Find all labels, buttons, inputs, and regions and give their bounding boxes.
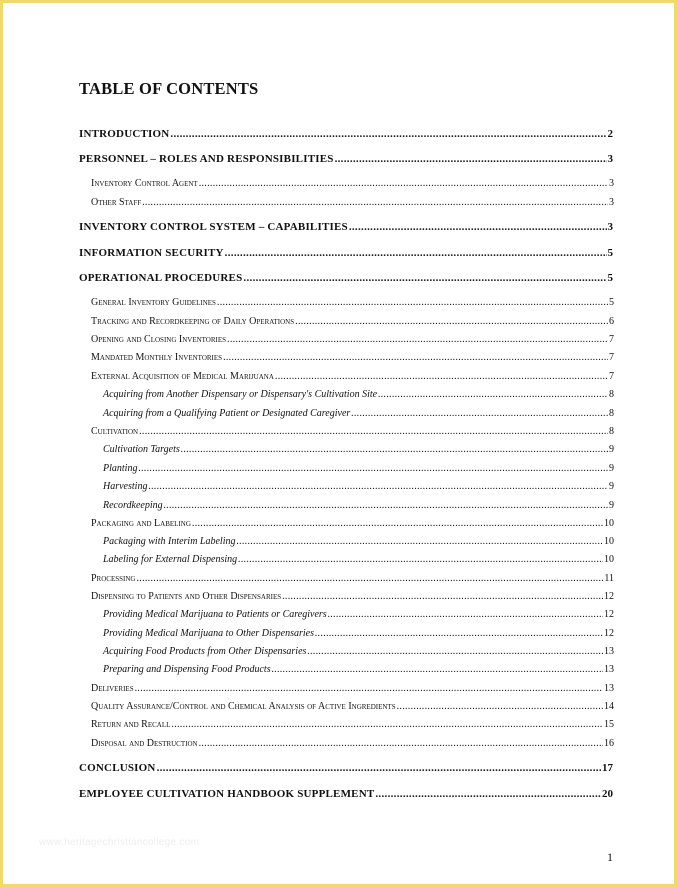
toc-entry-page: 10 bbox=[604, 536, 614, 547]
toc-entry-label: Quality Assurance/Control and Chemical Analysis of Active Ingredients bbox=[91, 701, 396, 712]
toc-entry-page: 15 bbox=[604, 719, 614, 730]
toc-entry bbox=[103, 553, 614, 567]
toc-entry-page: 3 bbox=[607, 153, 613, 165]
toc-entry-label: Acquiring from Another Dispensary or Dispensary's Cultivation Site bbox=[103, 389, 378, 400]
toc-leader-dots bbox=[237, 535, 604, 549]
toc-entry-page: 2 bbox=[607, 128, 613, 140]
toc-entry-label: Packaging with Interim Labeling bbox=[103, 536, 236, 547]
toc-leader-dots bbox=[148, 480, 608, 494]
toc-entry-page: 12 bbox=[604, 628, 614, 639]
toc-entry-page: 6 bbox=[609, 316, 614, 327]
toc-entry-label: Dispensing to Patients and Other Dispensaries bbox=[91, 591, 282, 602]
toc-entry-label: OPERATIONAL PROCEDURES bbox=[79, 272, 243, 284]
toc-entry-label: Deliveries bbox=[91, 683, 134, 694]
toc-entry-label: Providing Medical Marijuana to Patients or Caregivers bbox=[103, 609, 327, 620]
toc-entry-page: 8 bbox=[609, 389, 614, 400]
toc-entry-label: Other Staff bbox=[91, 197, 142, 208]
toc-entry-label: Processing bbox=[91, 573, 136, 584]
toc-entry-page: 3 bbox=[609, 197, 614, 208]
toc-entry-page: 9 bbox=[609, 500, 614, 511]
toc-entry bbox=[103, 388, 614, 402]
toc-entry-label: Mandated Monthly Inventories bbox=[91, 352, 223, 363]
toc-entry-page: 9 bbox=[609, 444, 614, 455]
toc-entry bbox=[103, 608, 614, 622]
toc-entry bbox=[91, 425, 614, 439]
toc-leader-dots bbox=[328, 608, 603, 622]
toc-entry-label: General Inventory Guidelines bbox=[91, 297, 216, 308]
toc-entry bbox=[103, 627, 614, 641]
toc-entry-label: PERSONNEL – ROLES AND RESPONSIBILITIES bbox=[79, 153, 334, 165]
toc-entry-page: 5 bbox=[609, 297, 614, 308]
toc-entry-label: Recordkeeping bbox=[103, 500, 163, 511]
toc-leader-dots bbox=[275, 370, 608, 384]
toc-entry-label: Preparing and Dispensing Food Products bbox=[103, 664, 271, 675]
toc-entry-label: Cultivation bbox=[91, 426, 139, 437]
toc-entry bbox=[79, 761, 613, 775]
toc-leader-dots bbox=[199, 737, 603, 751]
toc-leader-dots bbox=[171, 718, 603, 732]
toc-entry-page: 13 bbox=[604, 664, 614, 675]
toc-leader-dots bbox=[243, 271, 606, 285]
toc-leader-dots bbox=[375, 787, 601, 801]
toc-leader-dots bbox=[397, 700, 603, 714]
toc-entry-label: INTRODUCTION bbox=[79, 128, 170, 140]
toc-entry-page: 9 bbox=[609, 463, 614, 474]
toc-entry bbox=[79, 220, 613, 234]
toc-entry bbox=[91, 351, 614, 365]
toc-entry-page: 12 bbox=[604, 591, 614, 602]
document-page bbox=[3, 3, 674, 884]
toc-entry bbox=[91, 682, 614, 696]
toc-entry-label: Harvesting bbox=[103, 481, 148, 492]
toc-entry-page: 12 bbox=[604, 609, 614, 620]
toc-entry-page: 3 bbox=[607, 221, 613, 233]
toc-leader-dots bbox=[295, 315, 608, 329]
toc-entry-label: Inventory Control Agent bbox=[91, 178, 198, 189]
toc-entry bbox=[91, 737, 614, 751]
toc-leader-dots bbox=[181, 443, 608, 457]
toc-entry-label: Planting bbox=[103, 463, 138, 474]
toc-leader-dots bbox=[157, 761, 601, 775]
toc-entry-page: 5 bbox=[607, 272, 613, 284]
toc-entry bbox=[79, 787, 613, 801]
toc-entry bbox=[91, 718, 614, 732]
toc-entry-page: 10 bbox=[604, 518, 614, 529]
toc-leader-dots bbox=[139, 425, 608, 439]
toc-entry-label: Return and Recall bbox=[91, 719, 171, 730]
toc-entry-page: 7 bbox=[609, 334, 614, 345]
toc-entry-page: 13 bbox=[604, 646, 614, 657]
toc-entry bbox=[91, 700, 614, 714]
toc-leader-dots bbox=[315, 627, 603, 641]
toc-leader-dots bbox=[307, 645, 603, 659]
toc-entry-label: CONCLUSION bbox=[79, 762, 156, 774]
toc-leader-dots bbox=[223, 351, 608, 365]
toc-entry-page: 17 bbox=[602, 762, 613, 774]
toc-entry-page: 20 bbox=[602, 788, 613, 800]
toc-entry-page: 13 bbox=[604, 683, 614, 694]
toc-leader-dots bbox=[138, 462, 608, 476]
toc-entry bbox=[103, 535, 614, 549]
toc-entry-label: Providing Medical Marijuana to Other Dispensaries bbox=[103, 628, 314, 639]
toc-leader-dots bbox=[136, 572, 603, 586]
toc-entry-label: EMPLOYEE CULTIVATION HANDBOOK SUPPLEMENT bbox=[79, 788, 375, 800]
toc-leader-dots bbox=[135, 682, 603, 696]
toc-entry-label: Acquiring from a Qualifying Patient or Designated Caregiver bbox=[103, 408, 351, 419]
toc-leader-dots bbox=[217, 296, 608, 310]
toc-entry bbox=[103, 407, 614, 421]
toc-entry-page: 3 bbox=[609, 178, 614, 189]
toc-entry-page: 9 bbox=[609, 481, 614, 492]
toc-entry-page: 14 bbox=[604, 701, 614, 712]
toc-entry bbox=[103, 663, 614, 677]
toc-entry-label: External Acquisition of Medical Marijuana bbox=[91, 371, 274, 382]
toc-entry bbox=[91, 196, 614, 210]
toc-leader-dots bbox=[351, 407, 608, 421]
toc-entry bbox=[91, 370, 614, 384]
toc-entry-label: Disposal and Destruction bbox=[91, 738, 198, 749]
toc-entry-page: 11 bbox=[604, 573, 614, 584]
toc-entry bbox=[91, 517, 614, 531]
toc-entry bbox=[103, 645, 614, 659]
toc-leader-dots bbox=[164, 499, 608, 513]
toc-leader-dots bbox=[170, 127, 606, 141]
toc-entry bbox=[91, 296, 614, 310]
toc-leader-dots bbox=[272, 663, 603, 677]
toc-entry-page: 5 bbox=[607, 247, 613, 259]
toc-entry-label: Cultivation Targets bbox=[103, 444, 180, 455]
toc-leader-dots bbox=[227, 333, 608, 347]
page-number: 1 bbox=[607, 850, 613, 864]
toc-leader-dots bbox=[142, 196, 608, 210]
toc-entry-label: INVENTORY CONTROL SYSTEM – CAPABILITIES bbox=[79, 221, 348, 233]
toc-entry-label: Acquiring Food Products from Other Dispensaries bbox=[103, 646, 307, 657]
toc-entry-page: 7 bbox=[609, 352, 614, 363]
toc-entry-label: Opening and Closing Inventories bbox=[91, 334, 227, 345]
toc-leader-dots bbox=[199, 177, 608, 191]
watermark-text: www.heritagechristiancollege.com bbox=[39, 837, 200, 848]
toc-entry-page: 10 bbox=[604, 554, 614, 565]
toc-entry bbox=[103, 443, 614, 457]
toc-entry bbox=[91, 590, 614, 604]
toc-entry-label: INFORMATION SECURITY bbox=[79, 247, 224, 259]
toc-entry-page: 8 bbox=[609, 426, 614, 437]
toc-leader-dots bbox=[238, 553, 603, 567]
toc-entry bbox=[79, 271, 613, 285]
toc-leader-dots bbox=[335, 152, 607, 166]
toc-entry-page: 7 bbox=[609, 371, 614, 382]
toc-entry bbox=[91, 572, 614, 586]
toc-entry bbox=[91, 315, 614, 329]
toc-entry bbox=[91, 177, 614, 191]
toc-entry-label: Packaging and Labeling bbox=[91, 518, 191, 529]
toc-entry-label: Tracking and Recordkeeping of Daily Operations bbox=[91, 316, 295, 327]
toc-entry-page: 8 bbox=[609, 408, 614, 419]
toc-leader-dots bbox=[225, 246, 607, 260]
toc-entry bbox=[103, 480, 614, 494]
toc-leader-dots bbox=[282, 590, 603, 604]
toc-entry bbox=[79, 246, 613, 260]
toc-list bbox=[3, 3, 674, 884]
toc-leader-dots bbox=[192, 517, 603, 531]
toc-entry-page: 16 bbox=[604, 738, 614, 749]
toc-entry bbox=[103, 499, 614, 513]
toc-leader-dots bbox=[378, 388, 608, 402]
toc-leader-dots bbox=[349, 220, 607, 234]
toc-title: TABLE OF CONTENTS bbox=[79, 79, 259, 98]
toc-entry bbox=[79, 127, 613, 141]
toc-entry bbox=[91, 333, 614, 347]
toc-entry bbox=[79, 152, 613, 166]
toc-entry-label: Labeling for External Dispensing bbox=[103, 554, 238, 565]
toc-entry bbox=[103, 462, 614, 476]
